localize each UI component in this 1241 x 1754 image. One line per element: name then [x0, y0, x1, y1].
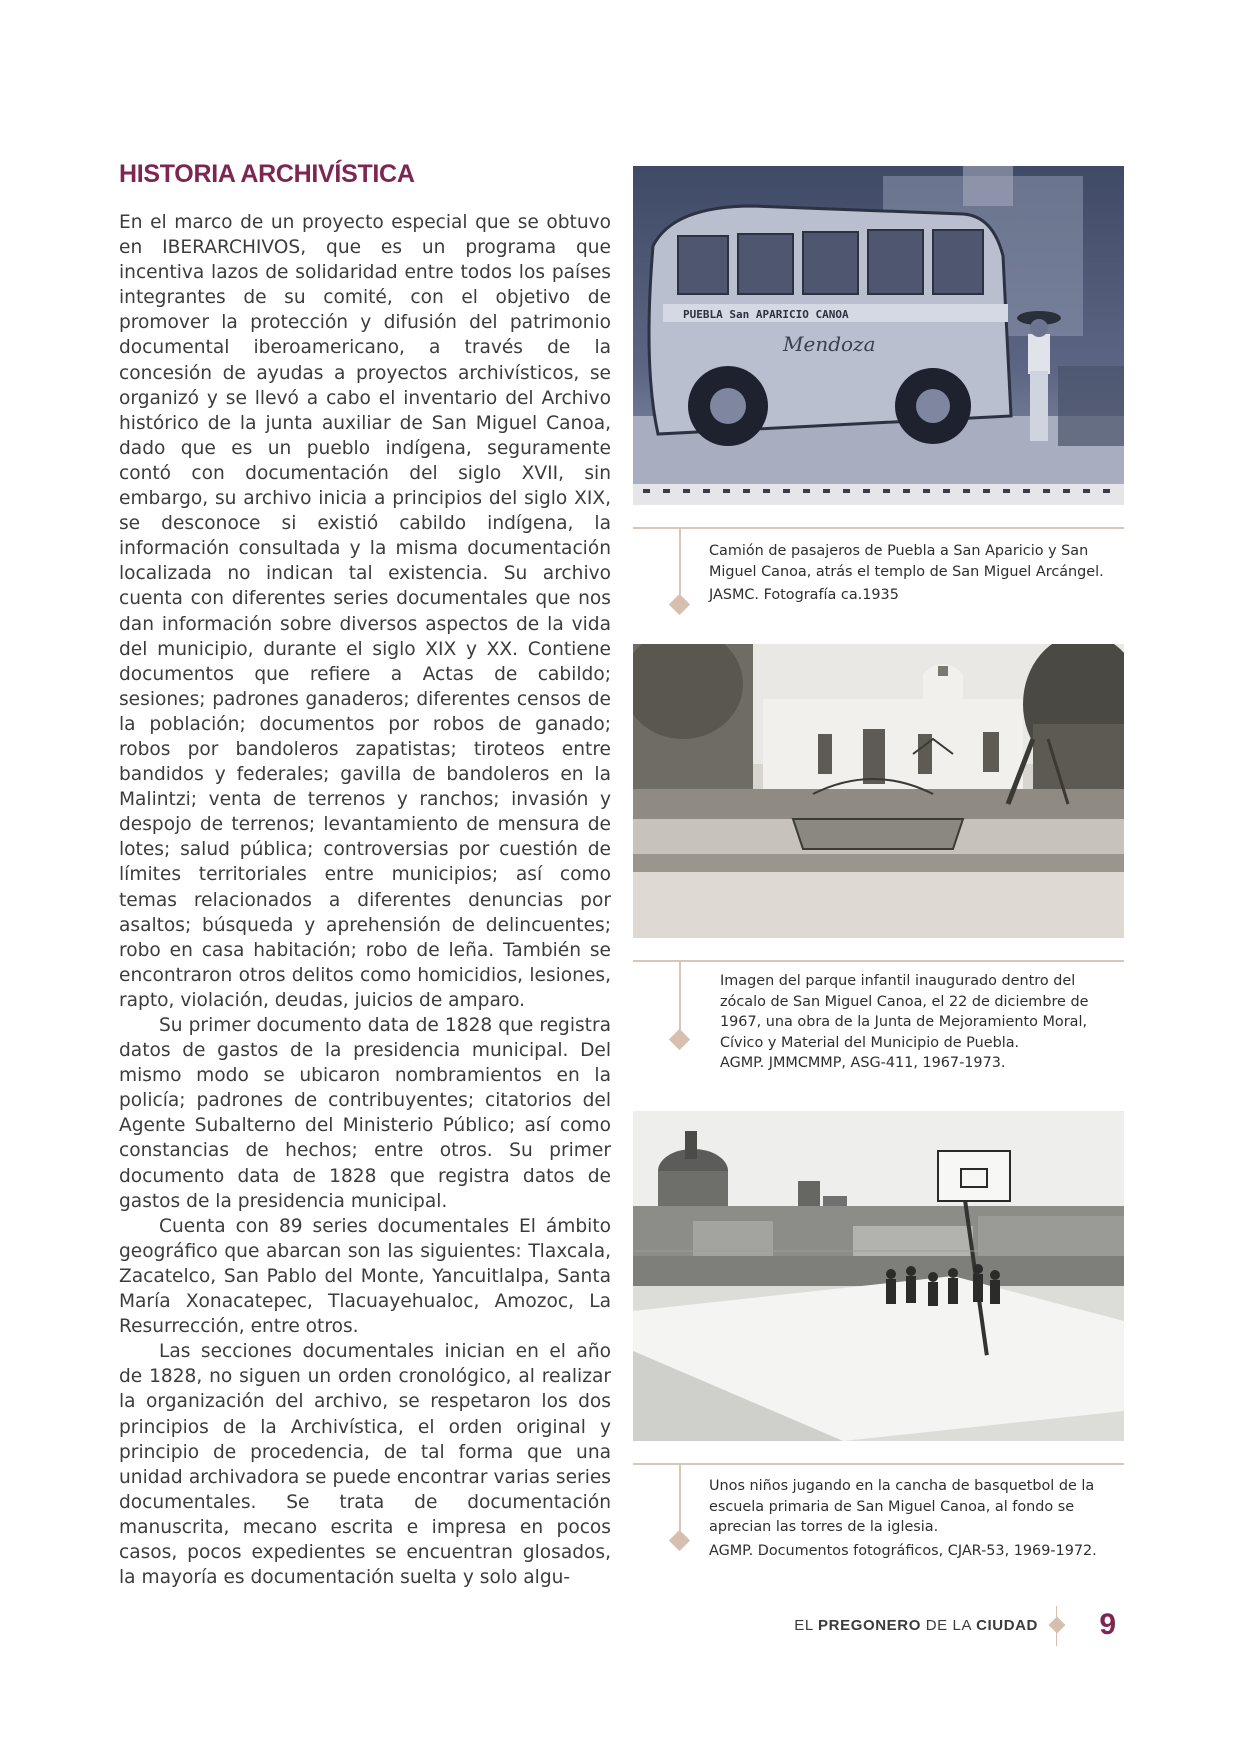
bus-sign-text: PUEBLA San APARICIO CANOA: [683, 308, 849, 321]
article-heading: HISTORIA ARCHIVÍSTICA: [119, 160, 415, 188]
article-paragraph: Su primer documento data de 1828 que registra datos de gastos de la presidencia municipal. Del mismo modo se ubicaron nombramientos en la policía; padrones de contribuyentes; citatorios del Agente Subalterno del Ministerio Público; así como constancias de hechos; entre otros. Su primer documento data de 1828 que registra datos de gastos de la presidencia municipal.: [119, 1015, 611, 1212]
caption-vline: [679, 529, 681, 599]
article-body: [119, 210, 611, 1590]
caption-plaza: [720, 971, 1124, 1074]
caption-text: Unos niños jugando en la cancha de basquetbol de la escuela primaria de San Miguel Canoa, al fondo se aprecian las torres de la iglesia.: [709, 1478, 1095, 1536]
photo-bus: [633, 166, 1124, 505]
caption-rule: [633, 1463, 1124, 1465]
diamond-icon: [669, 594, 690, 615]
footer-pregonero: PREGONERO: [818, 1617, 921, 1634]
caption-court: [709, 1476, 1124, 1561]
plaza-photo-illustration: [633, 644, 1124, 938]
caption-vline: [679, 962, 681, 1037]
diamond-icon: [669, 1530, 690, 1551]
footer-ciudad: CIUDAD: [976, 1617, 1038, 1634]
footer-de-la: DE LA: [925, 1617, 972, 1634]
bus-photo-illustration: [633, 166, 1124, 505]
caption-source: AGMP. Documentos fotográficos, CJAR-53, 1969-1972.: [709, 1542, 1097, 1559]
caption-text: Camión de pasajeros de Puebla a San Aparicio y San Miguel Canoa, atrás el templo de San Miguel Arcángel.: [709, 543, 1104, 580]
article-paragraph: Las secciones documentales inician en el año de 1828, no siguen un orden cronológico, al realizar la organización del archivo, se respetaron los dos principios de la Archivística, el orden original y principio de procedencia, de tal forma que una unidad archivadora se puede encontrar varias series documentales. Se trata de documentación manuscrita, mecano escrita e impresa en pocos casos, pocos expedientes se encuentran glosados, la mayoría es documentación suelta y solo algu-: [119, 1341, 611, 1589]
footer-el: EL: [794, 1617, 814, 1634]
diamond-icon: [669, 1029, 690, 1050]
article-paragraph: Cuenta con 89 series documentales El ámbito geográfico que abarcan son las siguientes: Tlaxcala, Zacatelco, San Pablo del Monte, Yancuitlalpa, Santa María Xonacatepec, Tlacuayehualoc, Amozoc, La Resurrección, entre otros.: [119, 1215, 611, 1338]
diamond-icon: [1049, 1617, 1066, 1634]
caption-rule: [633, 960, 1124, 962]
caption-bus: [709, 541, 1124, 606]
court-photo-illustration: [633, 1111, 1124, 1441]
article-paragraph: En el marco de un proyecto especial que se obtuvo en IBERARCHIVOS, que es un programa que incentiva lazos de solidaridad entre todos los países integrantes de su comité, con el objetivo de promover la protección y difusión del patrimonio documental iberoamericano, a través de la concesión de ayudas a proyectos archivísticos, se organizó y se llevó a cabo el inventario del Archivo histórico de la junta auxiliar de San Miguel Canoa, dado que es un pueblo indígena, seguramente contó con documentación del siglo XVII, sin embargo, su archivo inicia a principios del siglo XIX, se desconoce si existió cabildo indígena, la información consultada y la misma documentación localizada no indican tal existencia. Su archivo cuenta con diferentes series documentales que nos dan información sobre diversos aspectos de la vida del municipio, durante el siglo XIX y XX. Contiene documentos que refiere a Actas de cabildo; sesiones; padrones ganaderos; diferentes censos de la población; documentos por robos de ganado; robos por bandoleros zapatistas; tiroteos entre bandidos y federales; gavilla de bandoleros en la Malintzi; venta de terrenos y ranchos; invasión y despojo de terrenos; levantamiento de mensura de lotes; salud pública; controversias por cuestión de límites territoriales entre municipios; así como temas relacionados a diferentes denuncias por asaltos; búsqueda y aprehensión de delincuentes; robo en casa habitación; robo de leña. También se encontraron otros delitos como homicidios, lesiones, rapto, violación, deudas, juicios de amparo.: [119, 212, 611, 1011]
caption-source: JASMC. Fotografía ca.1935: [709, 587, 899, 604]
page-number: 9: [1099, 1608, 1116, 1641]
caption-source: AGMP. JMMCMMP, ASG-411, 1967-1973.: [720, 1055, 1006, 1072]
caption-text: Imagen del parque infantil inaugurado dentro del zócalo de San Miguel Canoa, el 22 de diciembre de 1967, una obra de la Junta de Mejoramiento Moral, Cívico y Material del Municipio de Puebla.: [720, 973, 1089, 1051]
publication-name: [794, 1617, 1038, 1634]
page-footer: [760, 1606, 1120, 1646]
bus-script-text: Mendoza: [783, 332, 876, 356]
caption-vline: [679, 1465, 681, 1535]
caption-rule: [633, 527, 1124, 529]
photo-plaza: [633, 644, 1124, 938]
photo-court: [633, 1111, 1124, 1441]
